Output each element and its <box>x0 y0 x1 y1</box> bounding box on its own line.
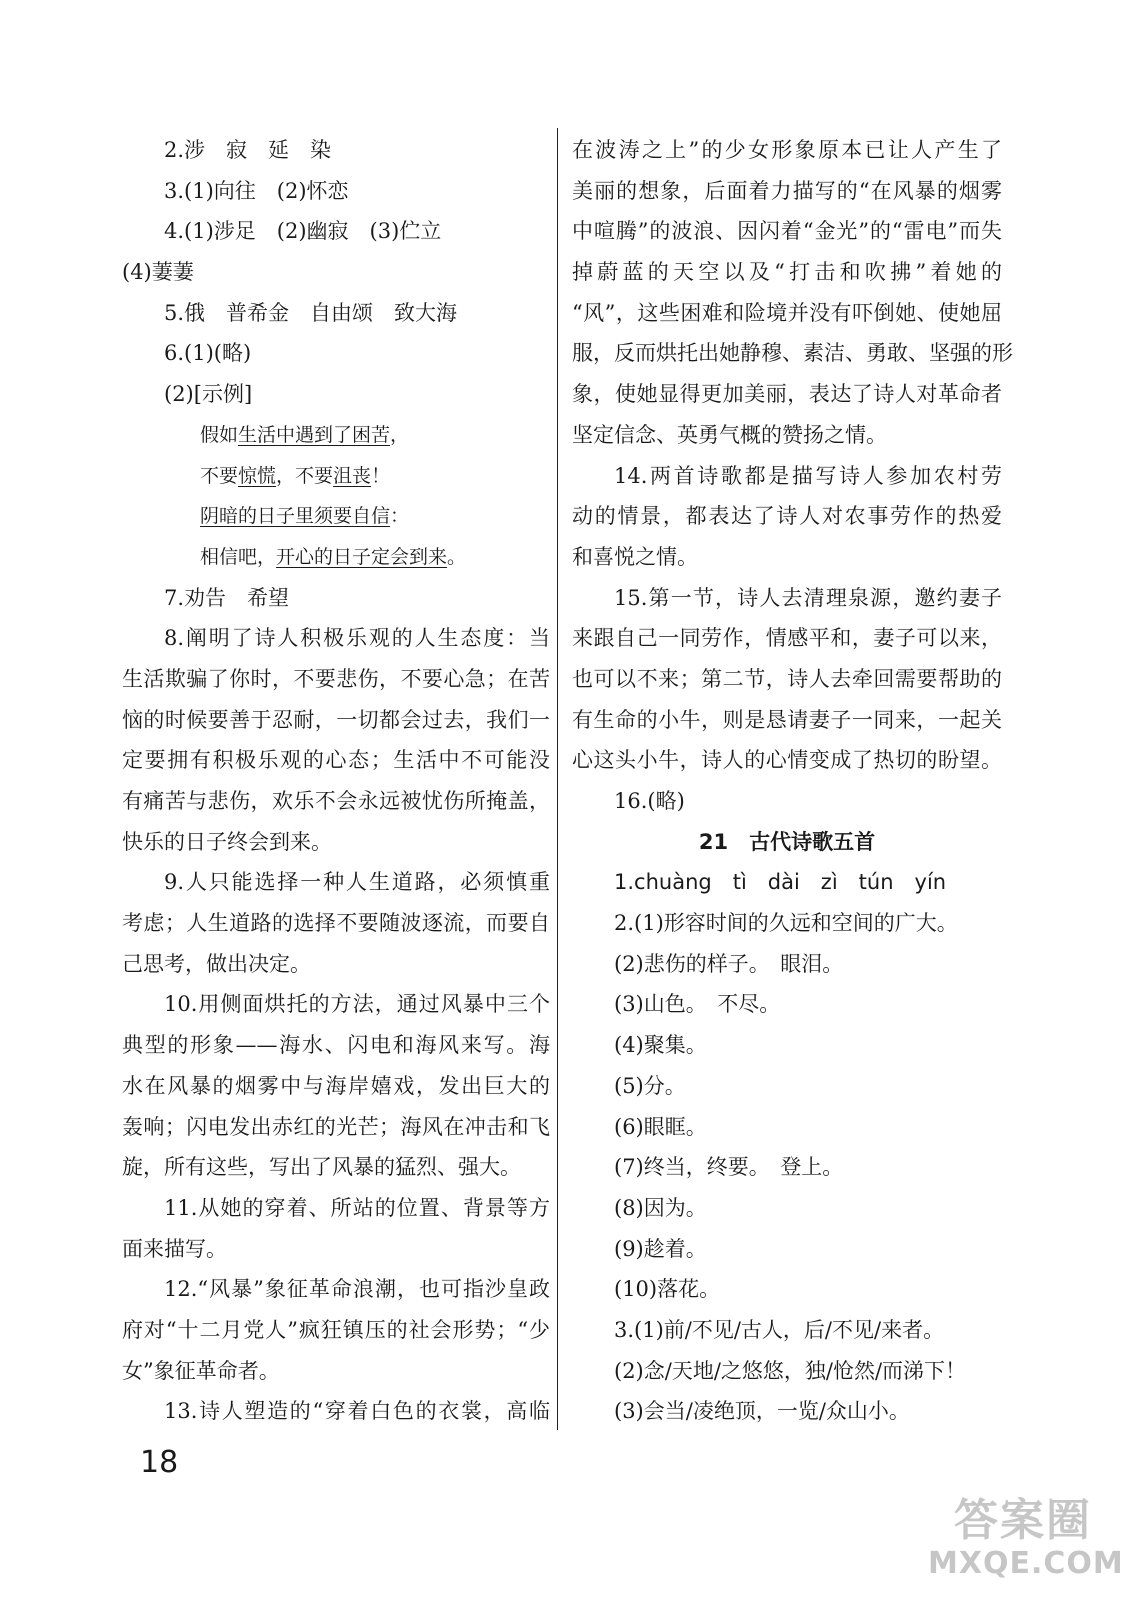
gloss-2-5: (5)分。 <box>614 1073 686 1098</box>
gloss-2-1: 2.(1)形容时间的久远和空间的广大。 <box>614 911 958 936</box>
answer-10-line: 典型的形象——海水、闪电和海风来写。海 <box>122 1033 550 1058</box>
answer-13-line: “风”，这些困难和险境并没有吓倒她、使她屈 <box>572 300 1002 325</box>
answer-8-line: 快乐的日子终会到来。 <box>122 829 332 854</box>
gloss-2-3: (3)山色。 不尽。 <box>614 992 781 1017</box>
answer-16: 16.(略) <box>614 789 685 813</box>
answer-15-line: 也可以不来；第二节，诗人去牵回需要帮助的 <box>572 666 1002 691</box>
answer-13-line: 坚定信念、英勇气概的赞扬之情。 <box>572 422 887 447</box>
answer-14-line: 动的情景，都表达了诗人对农事劳作的热爱 <box>572 504 1002 529</box>
answer-13-line: 美丽的想象，后面着力描写的“在风暴的烟雾 <box>572 178 1002 203</box>
section-heading: 21 古代诗歌五首 <box>698 829 876 854</box>
answer-14-line: 和喜悦之情。 <box>572 544 698 569</box>
answer-9-line: 考虑；人生道路的选择不要随波逐流，而要自 <box>122 911 550 936</box>
answer-13-line: 掉蔚蓝的天空以及“打击和吹拂”着她的 <box>572 260 1002 285</box>
answer-15-line: 15.第一节，诗人去清理泉源，邀约妻子 <box>614 585 1002 610</box>
answer-13-line: 在波涛之上”的少女形象原本已让人产生了 <box>572 138 1002 162</box>
answer-8-line: 生活欺骗了你时，不要悲伤，不要心急；在苦 <box>122 666 550 691</box>
answer-7: 7.劝告 希望 <box>164 585 290 610</box>
poem-line-1: 假如生活中遇到了困苦， <box>200 423 410 446</box>
poem-line-2: 不要惊慌，不要沮丧！ <box>200 464 391 487</box>
answer-10-line: 旋，所有这些，写出了风暴的猛烈、强大。 <box>122 1155 521 1180</box>
rhythm-3-2: (2)念/天地/之悠悠，独/怆然/而涕下！ <box>614 1358 967 1383</box>
gloss-2-6: (6)眼眶。 <box>614 1114 707 1139</box>
answer-4: 4.(1)涉足 (2)幽寂 (3)伫立 <box>164 219 442 244</box>
answer-3: 3.(1)向往 (2)怀恋 <box>164 178 349 203</box>
answer-6-2: (2)[示例] <box>164 382 253 407</box>
gloss-2-8: (8)因为。 <box>614 1195 707 1220</box>
answer-8-line: 定要拥有积极乐观的心态；生活中不可能没 <box>122 748 550 773</box>
answer-5: 5.俄 普希金 自由颂 致大海 <box>164 300 458 325</box>
answer-12-line: 府对“十二月党人”疯狂镇压的社会形势；“少 <box>122 1317 550 1342</box>
poem-line-3: 阴暗的日子里须要自信： <box>200 505 410 528</box>
answer-6-1: 6.(1)(略) <box>164 341 252 366</box>
right-column <box>572 130 1013 1432</box>
answer-8-line: 8.阐明了诗人积极乐观的人生态度：当 <box>164 626 550 651</box>
gloss-2-7: (7)终当，终要。 登上。 <box>614 1155 844 1180</box>
answer-14-line: 14.两首诗歌都是描写诗人参加农村劳 <box>614 463 1002 488</box>
answer-10-line: 轰响；闪电发出赤红的光芒；海风在冲击和飞 <box>122 1114 550 1139</box>
gloss-2-2: (2)悲伤的样子。 眼泪。 <box>614 951 844 976</box>
answer-8-line: 有痛苦与悲伤，欢乐不会永远被忧伤所掩盖， <box>122 789 550 813</box>
pinyin-answer: 1.chuàng tì dài zì tún yín <box>614 870 947 895</box>
answer-13-line: 服，反而烘托出她静穆、素洁、勇敢、坚强的形 <box>572 341 1013 366</box>
answer-15-line: 来跟自己一同劳作，情感平和，妻子可以来， <box>572 626 1002 651</box>
answer-4-cont: (4)萋萋 <box>122 260 194 285</box>
watermark <box>928 1495 1124 1590</box>
answer-8-line: 恼的时候要善于忍耐，一切都会过去，我们一 <box>122 707 550 732</box>
answer-10-line: 10.用侧面烘托的方法，通过风暴中三个 <box>164 992 550 1017</box>
column-divider <box>557 128 558 1430</box>
gloss-2-10: (10)落花。 <box>614 1277 721 1302</box>
page-number: 18 <box>140 1445 179 1480</box>
gloss-2-4: (4)聚集。 <box>614 1033 707 1058</box>
answer-11-line: 11.从她的穿着、所站的位置、背景等方 <box>164 1195 550 1220</box>
answer-2: 2.涉 寂 延 染 <box>164 138 332 162</box>
answer-12-line: 女”象征革命者。 <box>122 1358 280 1383</box>
gloss-2-9: (9)趁着。 <box>614 1236 707 1261</box>
answer-15-line: 心这头小牛，诗人的心情变成了热切的盼望。 <box>572 748 1002 773</box>
answer-15-line: 有生命的小牛，则是恳请妻子一同来，一起关 <box>572 707 1002 732</box>
answer-13-line: 13.诗人塑造的“穿着白色的衣裳，高临 <box>164 1399 550 1424</box>
answer-11-line: 面来描写。 <box>122 1236 227 1261</box>
answer-10-line: 水在风暴的烟雾中与海岸嬉戏，发出巨大的 <box>122 1073 550 1098</box>
rhythm-3-1: 3.(1)前/不见/古人，后/不见/来者。 <box>614 1317 945 1342</box>
answer-13-line: 象，使她显得更加美丽，表达了诗人对革命者 <box>572 382 1002 407</box>
watermark-url: MXQE.COM <box>928 1546 1124 1581</box>
watermark-logo: 答案圈 <box>954 1495 1092 1546</box>
left-column <box>122 130 550 1432</box>
poem-line-4: 相信吧，开心的日子定会到来。 <box>200 545 467 568</box>
rhythm-3-3: (3)会当/凌绝顶，一览/众山小。 <box>614 1399 910 1424</box>
answer-9-line: 己思考，做出决定。 <box>122 951 311 976</box>
answer-12-line: 12.“风暴”象征革命浪潮，也可指沙皇政 <box>164 1277 550 1302</box>
answer-13-line: 中喧腾”的波浪、因闪着“金光”的“雷电”而失 <box>572 219 1002 244</box>
answer-9-line: 9.人只能选择一种人生道路，必须慎重 <box>164 870 550 895</box>
